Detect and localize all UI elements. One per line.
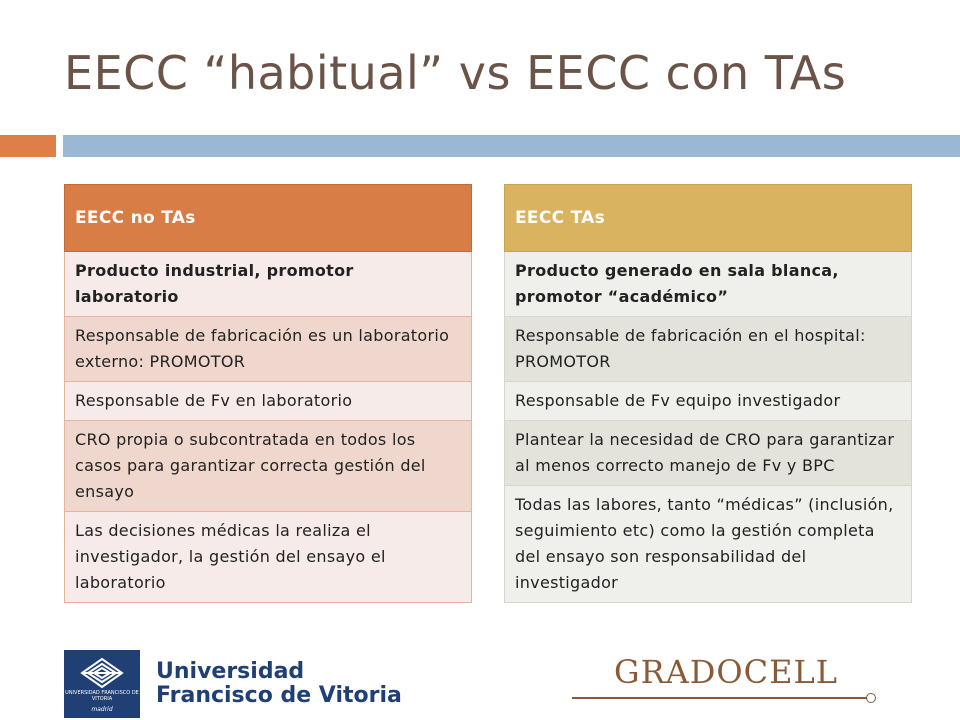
table-header: EECC TAs [505, 185, 912, 252]
table-cell: Producto generado en sala blanca, promotor “académico” [505, 252, 912, 317]
table-header: EECC no TAs [65, 185, 472, 252]
gradocell-logo: GRADOCELL [614, 653, 838, 691]
table-cell: CRO propia o subcontratada en todos los casos para garantizar correcta gestión del ensayo [65, 421, 472, 512]
ufv-wordmark [156, 660, 402, 708]
table-cell: Responsable de Fv equipo investigador [505, 382, 912, 421]
ufv-name-line2: Francisco de Vitoria [156, 683, 402, 708]
table-eecc-no-tas [64, 184, 472, 603]
table-cell: Plantear la necesidad de CRO para garantizar al menos correcto manejo de Fv y BPC [505, 421, 912, 486]
table-cell: Responsable de fabricación es un laboratorio externo: PROMOTOR [65, 317, 472, 382]
table-cell: Producto industrial, promotor laboratorio [65, 252, 472, 317]
table-cell: Las decisiones médicas la realiza el investigador, la gestión del ensayo el laboratorio [65, 512, 472, 603]
table-cell: Responsable de Fv en laboratorio [65, 382, 472, 421]
gradocell-dot-icon [866, 693, 876, 703]
ufv-logo-badge [64, 650, 140, 718]
accent-bar-blue [63, 135, 960, 157]
ufv-emblem-icon [78, 656, 126, 690]
gradocell-underline [572, 697, 868, 699]
slide-title: EECC “habitual” vs EECC con TAs [64, 46, 847, 100]
table-cell: Todas las labores, tanto “médicas” (inclusión, seguimiento etc) como la gestión completa del ensayo son responsabilidad del investigador [505, 486, 912, 603]
ufv-name-line1: Universidad [156, 659, 305, 684]
ufv-badge-city: madrid [91, 706, 113, 713]
table-cell: Responsable de fabricación en el hospital: PROMOTOR [505, 317, 912, 382]
table-eecc-tas [504, 184, 912, 603]
ufv-badge-text: UNIVERSIDAD FRANCISCO DE VITORIA [65, 690, 139, 702]
accent-bar-orange [0, 135, 56, 157]
